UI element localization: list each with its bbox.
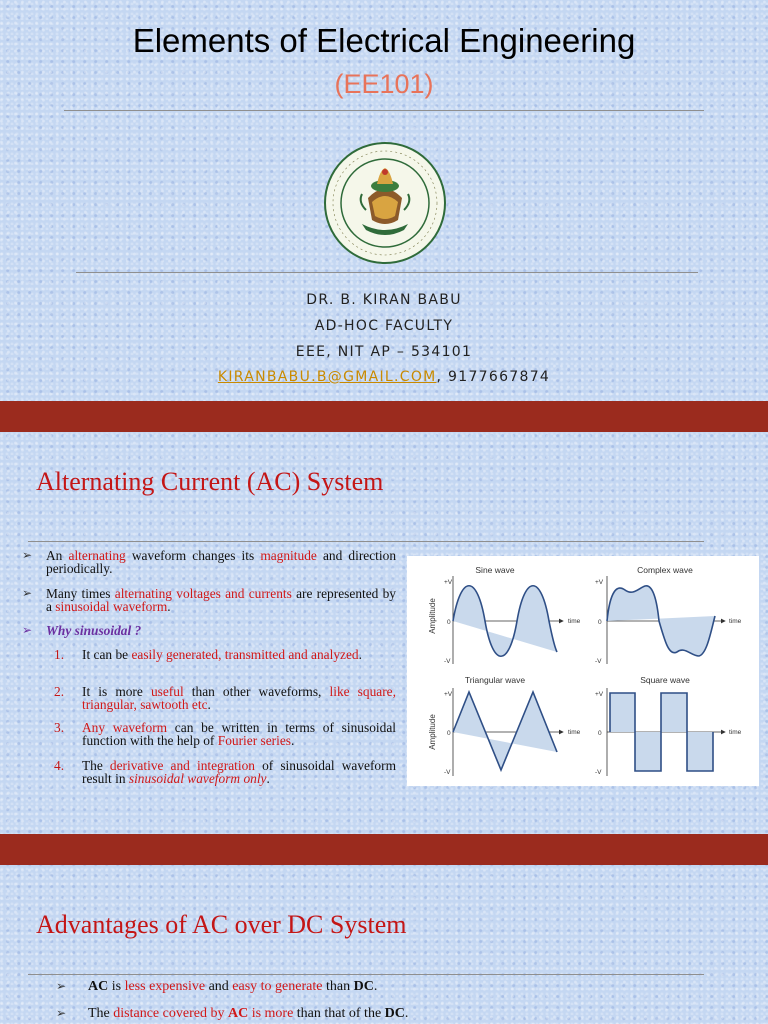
zero-tick: 0 [598,619,602,626]
slide-separator-band [0,834,768,865]
triangular-wave-label: Triangular wave [464,675,526,685]
author-name: DR. B. KIRAN BABU [306,292,462,308]
plus-v-tick: +V [595,691,604,698]
time-axis-label: time [568,618,581,625]
triangular-waveform [453,692,557,770]
contact-line [0,369,768,385]
slide-separator-band [0,401,768,432]
minus-v-tick: -V [595,658,602,665]
arrow-bullet-icon: ➢ [22,623,33,637]
zero-tick: 0 [447,730,451,737]
logo-divider [76,272,698,273]
email-link[interactable]: KIRANBABU.B@GMAIL.COM [217,369,437,385]
amplitude-axis-label: Amplitude [428,714,437,750]
minus-v-tick: -V [444,658,451,665]
zero-tick: 0 [598,730,602,737]
plus-v-tick: +V [444,691,453,698]
heading-divider [28,974,704,975]
arrow-bullet-icon: ➢ [56,1006,67,1020]
author-department: EEE, NIT AP – 534101 [295,344,473,360]
section-heading-advantages: Advantages of AC over DC System [36,910,407,939]
zero-tick: 0 [447,619,451,626]
slide-title: Elements of Electrical Engineering [132,22,636,59]
sine-wave-label: Sine wave [475,565,515,575]
arrow-bullet-icon: ➢ [56,979,67,993]
time-axis-label: time [568,729,581,736]
time-axis-label: time [729,729,742,736]
waveform-types-figure [407,556,759,786]
complex-wave-label: Complex wave [637,565,693,575]
arrow-bullet-icon: ➢ [22,586,33,600]
title-divider [64,110,704,111]
heading-divider [28,541,704,542]
amplitude-axis-label: Amplitude [428,598,437,634]
arrow-bullet-icon: ➢ [22,548,33,562]
minus-v-tick: -V [444,769,451,776]
author-position: AD-HOC FACULTY [314,318,454,334]
square-waveform [610,693,713,771]
time-axis-label: time [729,618,742,625]
plus-v-tick: +V [444,579,453,586]
plus-v-tick: +V [595,579,604,586]
phone-number: , 9177667874 [436,369,551,385]
institute-logo [322,140,448,266]
minus-v-tick: -V [595,769,602,776]
square-wave-label: Square wave [640,675,690,685]
course-code: (EE101) [334,69,434,99]
section-heading-ac-system: Alternating Current (AC) System [36,467,384,496]
